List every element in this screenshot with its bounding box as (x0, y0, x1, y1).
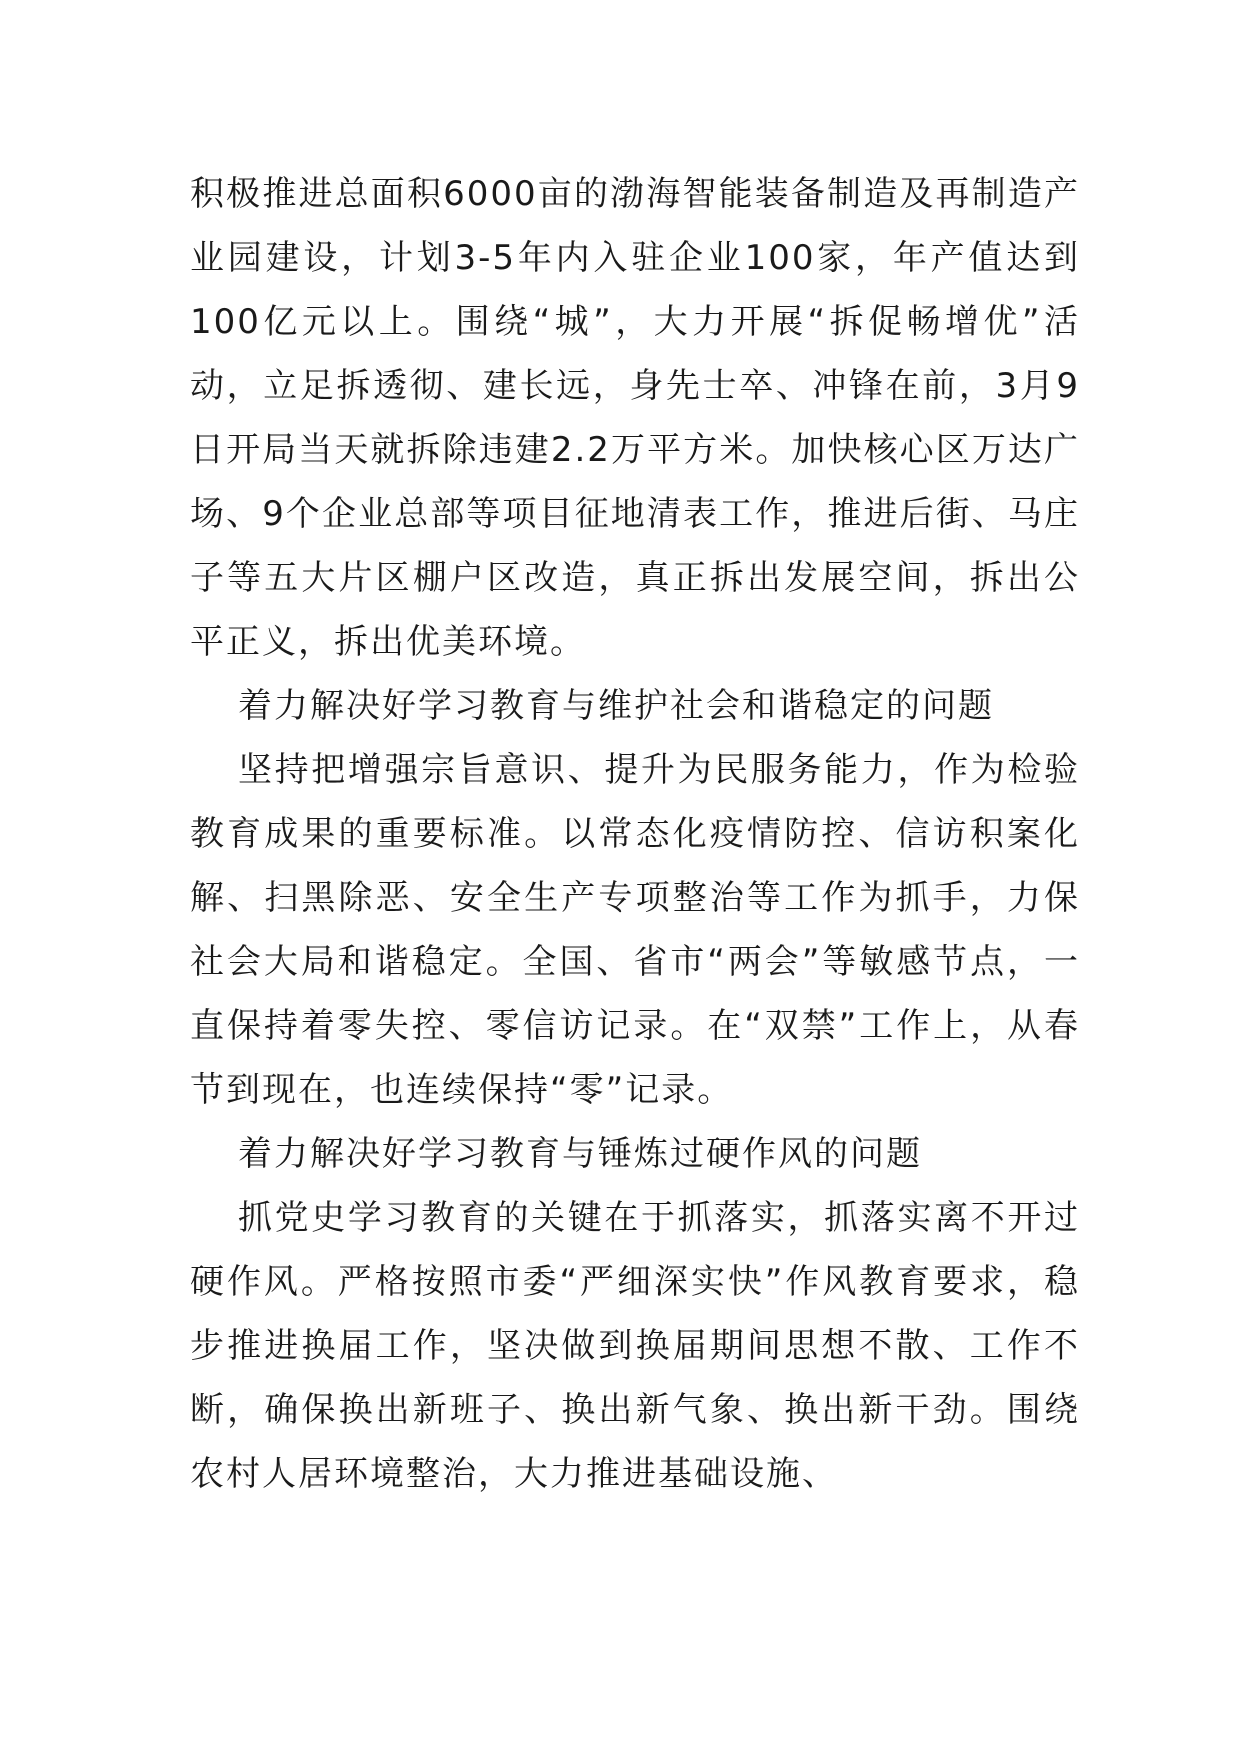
paragraph-work-style: 抓党史学习教育的关键在于抓落实，抓落实离不开过硬作风。严格按照市委“严细深实快”作风教育要求，稳步推进换届工作，坚决做到换届期间思想不散、工作不断，确保换出新班子、换出新气象、换出新干劲。围绕农村人居环境整治，大力推进基础设施、 (190, 1198, 1080, 1494)
paragraph-social-stability: 坚持把增强宗旨意识、提升为民服务能力，作为检验教育成果的重要标准。以常态化疫情防控、信访积案化解、扫黑除恶、安全生产专项整治等工作为抓手，力保社会大局和谐稳定。全国、省市“两会”等敏感节点，一直保持着零失控、零信访记录。在“双禁”工作上，从春节到现在，也连续保持“零”记录。 (190, 750, 1080, 1110)
paragraph-industrial-park: 积极推进总面积6000亩的渤海智能装备制造及再制造产业园建设，计划3-5年内入驻企业100家，年产值达到100亿元以上。围绕“城”，大力开展“拆促畅增优”活动，立足拆透彻、建长远，身先士卒、冲锋在前，3月9日开局当天就拆除违建2.2万平方米。加快核心区万达广场、9个企业总部等项目征地清表工作，推进后街、马庄子等五大片区棚户区改造，真正拆出发展空间，拆出公平正义，拆出优美环境。 (190, 174, 1080, 662)
section-heading-social-stability: 着力解决好学习教育与维护社会和谐稳定的问题 (238, 686, 994, 726)
document-body (190, 162, 1080, 1506)
section-heading-work-style: 着力解决好学习教育与锤炼过硬作风的问题 (238, 1134, 922, 1174)
